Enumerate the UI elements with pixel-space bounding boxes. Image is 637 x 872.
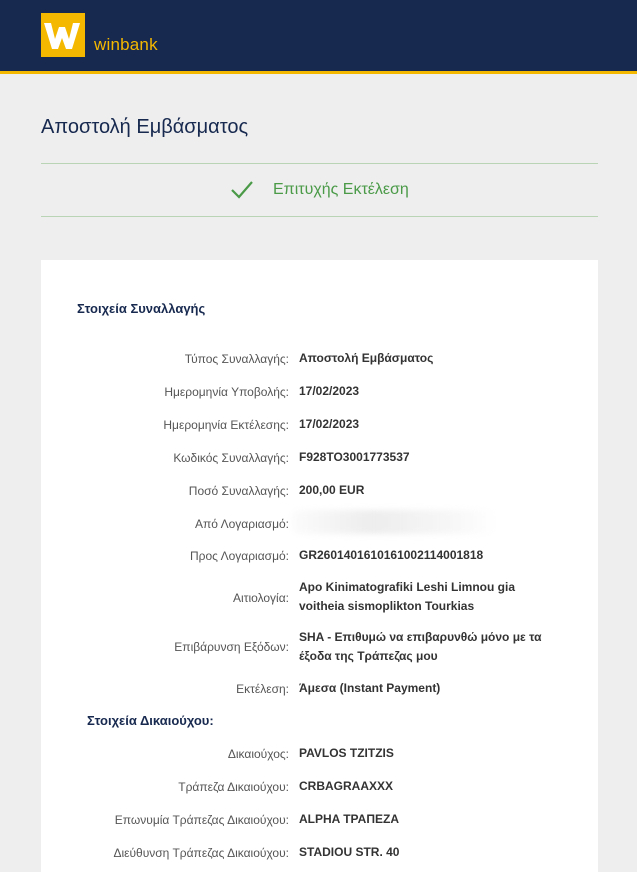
status-text: Επιτυχής Εκτέλεση bbox=[273, 181, 409, 198]
status-banner bbox=[41, 163, 598, 217]
execution-label: Εκτέλεση: bbox=[236, 682, 289, 696]
reason-label: Αιτιολογία: bbox=[233, 591, 289, 605]
beneficiary-bank-value: CRBAGRAAXXX bbox=[299, 779, 394, 793]
check-icon bbox=[230, 179, 254, 206]
top-bar bbox=[0, 0, 637, 74]
beneficiary-bank-address-label: Διεύθυνση Τράπεζας Δικαιούχου: bbox=[113, 846, 289, 860]
winbank-logo-icon[interactable] bbox=[41, 13, 85, 57]
beneficiary-bank-name-value: ALPHA ΤΡΑΠΕΖΑ bbox=[299, 812, 399, 826]
to-account-label: Προς Λογαριασμό: bbox=[189, 549, 289, 563]
type-value: Αποστολή Εμβάσματος bbox=[299, 351, 434, 365]
amount-value: 200,00 EUR bbox=[299, 483, 365, 497]
transaction-code-label: Κωδικός Συναλλαγής: bbox=[173, 451, 289, 465]
submission-date-value: 17/02/2023 bbox=[299, 384, 360, 398]
beneficiary-label: Δικαιούχος: bbox=[227, 747, 289, 761]
submission-date-label: Ημερομηνία Υποβολής: bbox=[164, 385, 289, 399]
beneficiary-value: PAVLOS TZITZIS bbox=[299, 746, 394, 760]
charges-value: SHA - Επιθυμώ να επιβαρυνθώ μόνο με τα έξοδα της Τράπεζας μου bbox=[299, 630, 542, 663]
charges-label: Επιβάρυνση Εξόδων: bbox=[174, 640, 289, 654]
transaction-section-title: Στοιχεία Συναλλαγής bbox=[77, 301, 206, 316]
details-card bbox=[41, 260, 598, 872]
transaction-code-value: F928TO3001773537 bbox=[299, 450, 410, 464]
to-account-value: GR2601401610161002114001818 bbox=[299, 548, 484, 562]
amount-label: Ποσό Συναλλαγής: bbox=[188, 484, 289, 498]
execution-date-label: Ημερομηνία Εκτέλεσης: bbox=[163, 418, 289, 432]
from-account-redacted bbox=[291, 510, 496, 534]
brand-name[interactable]: winbank bbox=[94, 35, 158, 54]
beneficiary-bank-address-value: STADIOU STR. 40 bbox=[299, 845, 400, 859]
beneficiary-bank-label: Τράπεζα Δικαιούχου: bbox=[178, 780, 289, 794]
from-account-label: Από Λογαριασμό: bbox=[194, 517, 289, 531]
beneficiary-bank-name-label: Επωνυμία Τράπεζας Δικαιούχου: bbox=[114, 813, 289, 827]
beneficiary-section-title: Στοιχεία Δικαιούχου: bbox=[87, 713, 214, 728]
execution-date-value: 17/02/2023 bbox=[299, 417, 360, 431]
page-title: Αποστολή Εμβάσματος bbox=[41, 116, 249, 138]
execution-value: Άμεσα (Instant Payment) bbox=[299, 681, 441, 695]
type-label: Τύπος Συναλλαγής: bbox=[184, 352, 289, 366]
reason-value: Apo Kinimatografiki Leshi Limnou gia voitheia sismoplikton Tourkias bbox=[299, 580, 516, 613]
